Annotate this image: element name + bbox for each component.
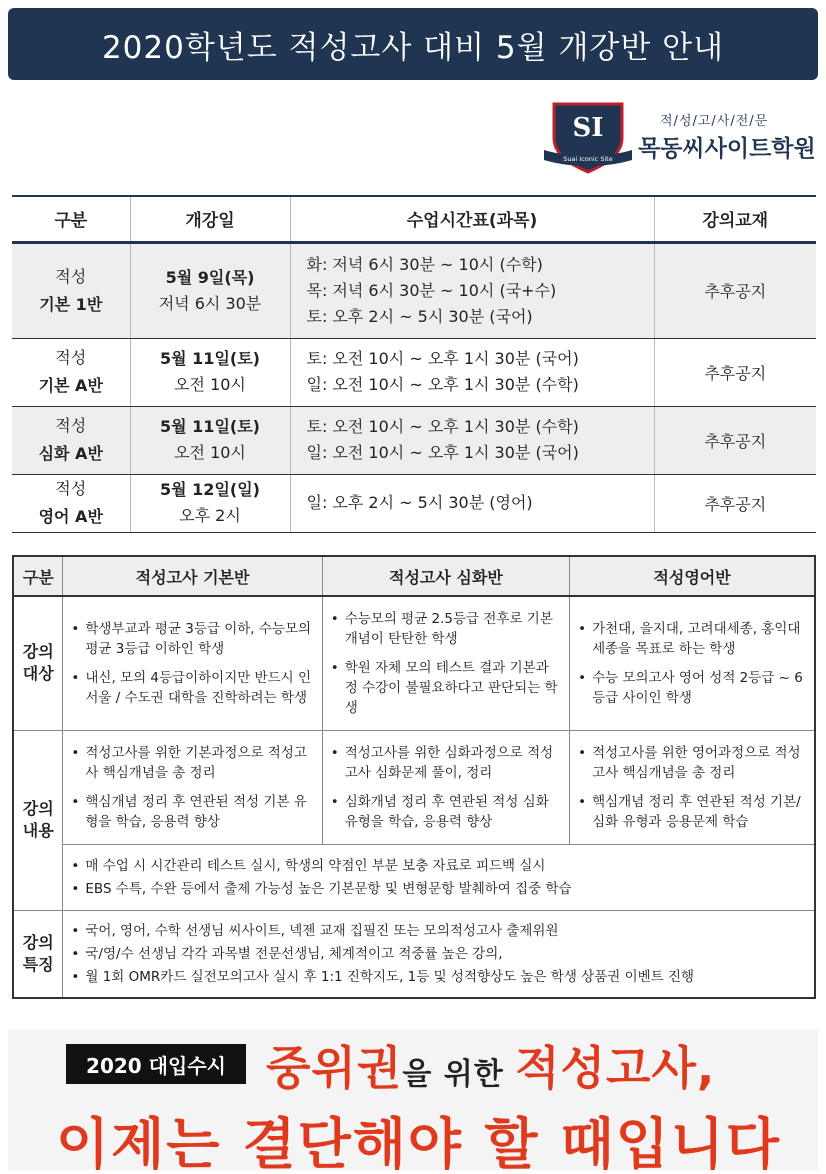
logo-emblem-text: SI (572, 113, 604, 143)
timetable-line: 일: 오후 2시 ~ 5시 30분 (영어) (306, 493, 533, 512)
schedule-table (12, 195, 816, 533)
start-time: 저녁 6시 30분 (158, 293, 262, 313)
textbook: 추후공지 (654, 406, 816, 474)
list-item: • 적성고사를 위한 심화과정으로 적성고사 심화문제 풀이, 정리 (331, 743, 561, 783)
class-line2: 영어 A반 (38, 507, 103, 526)
timetable-line: 목: 저녁 6시 30분 ~ 10시 (국+수) (306, 280, 557, 300)
schedule-header-row (12, 196, 816, 242)
list-item: • 수능 모의고사 영어 성적 2등급 ~ 6등급 사이인 학생 (578, 668, 806, 708)
list-item: • 가천대, 을지대, 고려대세종, 홍익대세종을 목표로 하는 학생 (578, 619, 806, 659)
textbook: 추후공지 (654, 338, 816, 406)
target-english (570, 596, 815, 730)
row-label-target (13, 596, 63, 730)
class-line1: 적성 (55, 348, 87, 367)
class-name (12, 406, 130, 474)
content-common (63, 844, 815, 910)
list-item: • 월 1회 OMR카드 실전모의고사 실시 후 1:1 진학지도, 1등 및 성적향상도 높은 학생 상품권 이벤트 진행 (71, 967, 806, 987)
timetable-line: 화: 저녁 6시 30분 ~ 10시 (수학) (306, 254, 543, 274)
class-name (12, 242, 130, 338)
row-label-line2: 특징 (22, 954, 54, 974)
start-month: 5월 (160, 349, 193, 368)
banner-headline-1b: 을 위한 (402, 1057, 516, 1092)
list-item: • 국/영/수 선생님 각각 과목별 전문선생님, 체계적이고 적중률 높은 강의, (71, 944, 806, 964)
content-common-row (13, 844, 815, 910)
schedule-header-textbook: 강의교재 (654, 196, 816, 242)
class-name (12, 338, 130, 406)
timetable (290, 242, 654, 338)
detail-header-category: 구분 (13, 556, 63, 596)
class-line1: 적성 (55, 479, 87, 498)
content-row (13, 730, 815, 844)
target-row (13, 596, 815, 730)
banner-headline-1a: 중위권 (266, 1041, 403, 1095)
list-item: • 핵심개념 정리 후 연관된 적성 기본/심화 유형과 응용문제 학습 (578, 792, 806, 832)
banner-headline-1 (266, 1032, 715, 1098)
start-date (130, 338, 290, 406)
row-label-line2: 내용 (22, 821, 54, 840)
detail-header-english: 적성영어반 (570, 556, 815, 596)
list-item: • 국어, 영어, 수학 선생님 씨사이트, 넥젠 교재 집필진 또는 모의적성고사 출제위원 (71, 921, 806, 941)
features-row (13, 910, 815, 998)
start-month: 5월 (160, 480, 193, 499)
start-time: 오전 10시 (174, 443, 246, 462)
content-advanced (322, 730, 569, 844)
logo-emblem-sub: Suai Iconic Site (563, 155, 613, 163)
timetable-line: 일: 오전 10시 ~ 오후 1시 30분 (국어) (306, 443, 579, 462)
banner-headline-2: 이제는 결단해야 할 때입니다 (56, 1112, 782, 1170)
row-label-features (13, 910, 63, 998)
logo-brand: 목동씨사이트학원 (638, 136, 816, 162)
class-name (12, 474, 130, 532)
list-item: • 적성고사를 위한 기본과정으로 적성고사 핵심개념을 총 정리 (71, 743, 313, 783)
detail-header-row (13, 556, 815, 596)
timetable-line: 토: 오전 10시 ~ 오후 1시 30분 (국어) (306, 349, 579, 368)
list-item: • 적성고사를 위한 영어과정으로 적성고사 핵심개념을 총 정리 (578, 743, 806, 783)
page-title: 2020학년도 적성고사 대비 5월 개강반 안내 (8, 8, 818, 80)
list-item: • 수능모의 평균 2.5등급 전후로 기본 개념이 탄탄한 학생 (331, 609, 561, 649)
schedule-header-category: 구분 (12, 196, 130, 242)
schedule-header-start-date: 개강일 (130, 196, 290, 242)
class-line1: 적성 (55, 266, 87, 286)
table-row (12, 474, 816, 532)
content-basic (63, 730, 322, 844)
timetable-line: 일: 오전 10시 ~ 오후 1시 30분 (수학) (306, 375, 579, 394)
class-line2: 기본 1반 (39, 294, 103, 314)
schedule-header-timetable: 수업시간표(과목) (290, 196, 654, 242)
class-line2: 심화 A반 (38, 444, 103, 463)
detail-header-basic: 적성고사 기본반 (63, 556, 322, 596)
class-line1: 적성 (55, 416, 87, 435)
textbook: 추후공지 (654, 242, 816, 338)
start-time: 오전 10시 (174, 375, 246, 394)
start-date (130, 406, 290, 474)
start-day: 11일(토) (192, 417, 260, 436)
list-item: • 학생부교과 평균 3등급 이하, 수능모의 평균 3등급 이하인 학생 (71, 619, 313, 659)
timetable-line: 토: 오전 10시 ~ 오후 1시 30분 (수학) (306, 417, 579, 436)
textbook: 추후공지 (654, 474, 816, 532)
start-date (130, 474, 290, 532)
table-row (12, 242, 816, 338)
start-day: 12일(일) (192, 480, 260, 499)
timetable-line: 토: 오후 2시 ~ 5시 30분 (국어) (306, 306, 533, 326)
class-line2: 기본 A반 (38, 376, 103, 395)
shield-logo-icon (540, 98, 636, 174)
list-item: • 학원 자체 모의 테스트 결과 기본과정 수강이 불필요하다고 판단되는 학생 (331, 658, 561, 718)
list-item: • 매 수업 시 시간관리 테스트 실시, 학생의 약점인 부분 보충 자료로 피드백 실시 (71, 856, 806, 876)
timetable (290, 406, 654, 474)
row-label-line2: 대상 (22, 664, 54, 684)
start-time: 오후 2시 (179, 506, 241, 525)
timetable (290, 338, 654, 406)
detail-header-advanced: 적성고사 심화반 (322, 556, 569, 596)
content-english (570, 730, 815, 844)
start-date (130, 242, 290, 338)
row-label-line1: 강의 (22, 932, 54, 952)
list-item: • 핵심개념 정리 후 연관된 적성 기본 유형을 학습, 응용력 향상 (71, 792, 313, 832)
table-row (12, 338, 816, 406)
promo-banner (8, 1030, 818, 1170)
banner-badge: 2020 대입수시 (66, 1044, 246, 1084)
list-item: • EBS 수특, 수완 등에서 출제 가능성 높은 기본문항 및 변형문항 발췌하여 집중 학습 (71, 879, 806, 899)
timetable (290, 474, 654, 532)
start-day: 11일(토) (192, 349, 260, 368)
start-month: 5월 (165, 267, 198, 287)
row-label-line1: 강의 (22, 642, 54, 662)
row-label-line1: 강의 (22, 799, 54, 818)
start-month: 5월 (160, 417, 193, 436)
row-label-content (13, 730, 63, 910)
logo-tagline: 적/성/고/사/전/문 (660, 114, 769, 129)
course-detail-table (12, 555, 816, 999)
table-row (12, 406, 816, 474)
target-basic (63, 596, 322, 730)
list-item: • 심화개념 정리 후 연관된 적성 심화 유형을 학습, 응용력 향상 (331, 792, 561, 832)
academy-logo (540, 98, 820, 176)
list-item: • 내신, 모의 4등급이하이지만 반드시 인 서울 / 수도권 대학을 진학하려는 학생 (71, 668, 313, 708)
start-day: 9일(목) (197, 267, 255, 287)
features-list (63, 910, 815, 998)
banner-headline-1c: 적성고사, (515, 1041, 716, 1095)
target-advanced (322, 596, 569, 730)
